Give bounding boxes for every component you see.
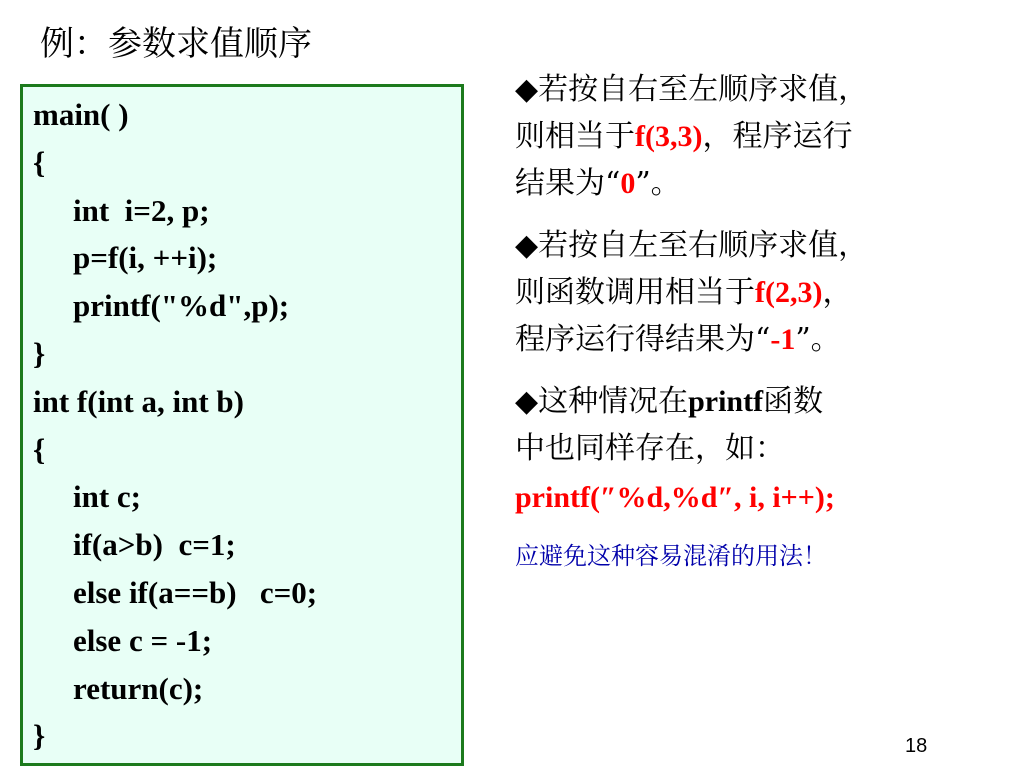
p2-line3-text: 程序运行得结果为“ <box>515 322 771 357</box>
p1-line1: ◆若按自右至左顺序求值， <box>515 72 869 107</box>
p1-call: f(3,3) <box>635 120 703 153</box>
p3-line1 <box>515 378 995 425</box>
p2-line2-tail: ， <box>822 275 853 310</box>
paragraph-left-to-right <box>515 222 995 363</box>
p3-line1-text: ◆这种情况在 <box>515 384 689 419</box>
code-line: printf("%d",p); <box>73 288 290 324</box>
paragraph-printf <box>515 378 995 472</box>
code-line: return(c); <box>73 670 204 706</box>
code-line: else c = -1; <box>73 622 213 658</box>
page-number: 18 <box>905 735 928 757</box>
p2-line1: ◆若按自左至右顺序求值， <box>515 228 869 263</box>
p2-call: f(2,3) <box>755 276 823 309</box>
p1-line3 <box>515 160 995 207</box>
p3-line1-tail: 函数 <box>763 384 824 419</box>
p2-result: -1 <box>770 323 796 356</box>
code-line: } <box>33 718 46 754</box>
code-line: int i=2, p; <box>73 192 210 228</box>
code-line: main( ) <box>33 97 129 132</box>
p2-line2-text: 则函数调用相当于 <box>515 275 755 310</box>
p1-line3-text: 结果为“ <box>515 166 621 201</box>
p1-result: 0 <box>620 167 636 200</box>
paragraph-right-to-left <box>515 66 995 207</box>
p3-line2: 中也同样存在，如： <box>515 431 785 466</box>
p2-line2 <box>515 269 995 316</box>
p1-line3-tail: ”。 <box>635 166 681 201</box>
code-line: int c; <box>73 479 142 515</box>
code-line: int f(int a, int b) <box>33 383 244 419</box>
code-line: p=f(i, ++i); <box>73 240 218 276</box>
code-line: { <box>33 144 46 180</box>
printf-example: printf(″%d,%d″, i, i++); <box>515 481 835 514</box>
code-line: if(a>b) c=1; <box>73 527 236 563</box>
code-box <box>20 84 464 766</box>
code-line: else if(a==b) c=0; <box>73 574 318 610</box>
p3-keyword: printf <box>688 385 764 418</box>
warning-note: 应避免这种容易混淆的用法！ <box>515 542 827 570</box>
p2-line3 <box>515 316 995 363</box>
p1-line2 <box>515 113 995 160</box>
p1-line2-tail: ，程序运行 <box>702 119 853 154</box>
explanation-column <box>515 66 995 573</box>
p1-line2-text: 则相当于 <box>515 119 635 154</box>
p2-line3-tail: ”。 <box>795 322 841 357</box>
slide-title: 例：参数求值顺序 <box>40 24 312 64</box>
code-line: } <box>33 335 46 371</box>
code-line: { <box>33 431 46 467</box>
